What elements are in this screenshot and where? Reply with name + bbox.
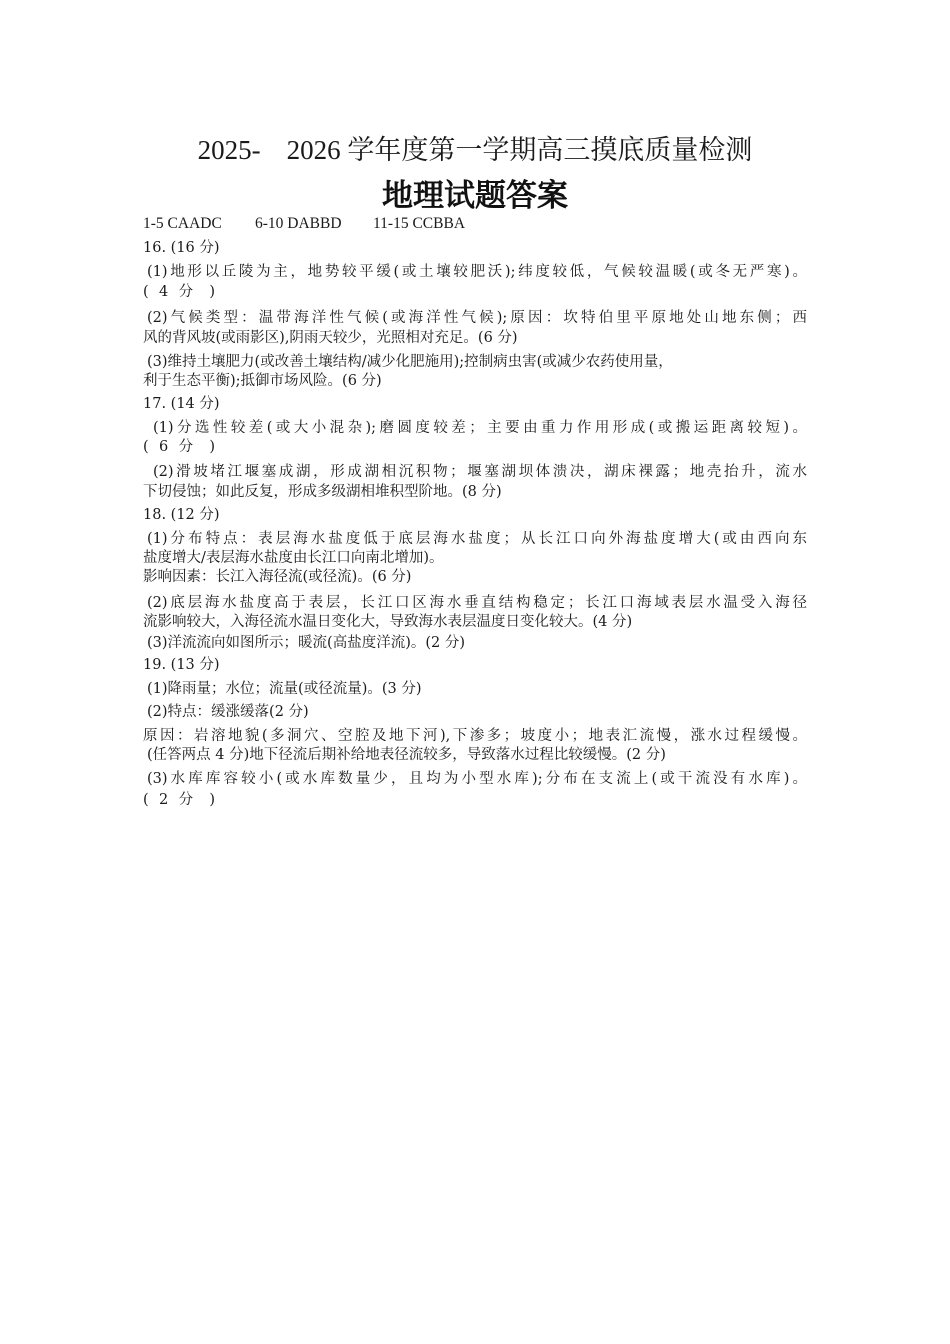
q17-heading: 17. (14 分)	[143, 396, 220, 412]
multiple-choice-answers	[143, 215, 465, 233]
q18-part3-line1: (3)洋流流向如图所示；暖流(高盐度洋流)。(2 分)	[147, 635, 466, 651]
q17-part1-line1: (1)分选性较差(或大小混杂);磨圆度较差；主要由重力作用形成(或搬运距离较短)。	[153, 420, 807, 436]
q17-part2-line2: 下切侵蚀；如此反复，形成多级湖相堆积型阶地。(8 分)	[143, 484, 502, 500]
q18-part1-line2: 盐度增大/表层海水盐度由长江口向南北增加)。	[143, 550, 444, 566]
q19-part2-line1: (2)特点：缓涨缓落(2 分)	[147, 704, 309, 720]
document-subtitle: 地理试题答案	[382, 178, 568, 214]
mc-answers-1-5: 1-5 CAADC	[143, 215, 222, 232]
q17-part2-line1: (2)滑坡堵江堰塞成湖，形成湖相沉积物；堰塞湖坝体溃决，湖床裸露；地壳抬升，流水	[153, 464, 807, 480]
exam-title	[0, 128, 950, 167]
q16-part1-line1: (1)地形以丘陵为主，地势较平缓(或土壤较肥沃);纬度较低，气候较温暖(或冬无严寒)。	[147, 264, 807, 280]
q18-part2-line1: (2)底层海水盐度高于表层，长江口区海水垂直结构稳定；长江口海域表层水温受入海径	[147, 595, 807, 611]
q19-part2-reason-line2: (任答两点 4 分)地下径流后期补给地表径流较多，导致落水过程比较缓慢。(2 分)	[147, 747, 666, 763]
q16-part2-line2: 风的背风坡(或雨影区),阴雨天较少，光照相对充足。(6 分)	[143, 330, 518, 346]
q19-heading: 19. (13 分)	[143, 657, 220, 673]
q16-heading: 16. (16 分)	[143, 240, 220, 256]
q19-part3-score: ( 2 分 )	[143, 792, 215, 808]
q16-part2-line1: (2)气候类型：温带海洋性气候(或海洋性气候);原因：坎特伯里平原地处山地东侧；西	[147, 310, 807, 326]
exam-title-year-start: 2025-	[197, 135, 261, 165]
q19-part1-line1: (1)降雨量；水位；流量(或径流量)。(3 分)	[147, 681, 422, 697]
q19-part3-line1: (3)水库库容较小(或水库数量少，且均为小型水库);分布在支流上(或干流没有水库)。	[147, 771, 807, 787]
q18-heading: 18. (12 分)	[143, 507, 220, 523]
exam-title-rest: 2026 学年度第一学期高三摸底质量检测	[286, 135, 753, 165]
mc-answers-11-15: 11-15 CCBBA	[373, 215, 466, 232]
mc-answers-6-10: 6-10 DABBD	[255, 215, 342, 232]
q16-part3-line1: (3)维持土壤肥力(或改善土壤结构/减少化肥施用);控制病虫害(或减少农药使用量，	[147, 354, 673, 370]
q18-part2-line2: 流影响较大，入海径流水温日变化大，导致海水表层温度日变化较大。(4 分)	[143, 614, 633, 630]
q18-part1-line1: (1)分布特点：表层海水盐度低于底层海水盐度；从长江口向外海盐度增大(或由西向东	[147, 531, 807, 547]
q17-part1-score: ( 6 分 )	[143, 439, 215, 455]
q18-part1-factor: 影响因素：长江入海径流(或径流)。(6 分)	[143, 569, 412, 585]
q16-part1-score: ( 4 分 )	[143, 284, 215, 300]
q16-part3-line2: 利于生态平衡);抵御市场风险。(6 分)	[143, 373, 382, 389]
q19-part2-reason-line1: 原因：岩溶地貌(多洞穴、空腔及地下河),下渗多；坡度小；地表汇流慢，涨水过程缓慢。	[143, 728, 807, 744]
